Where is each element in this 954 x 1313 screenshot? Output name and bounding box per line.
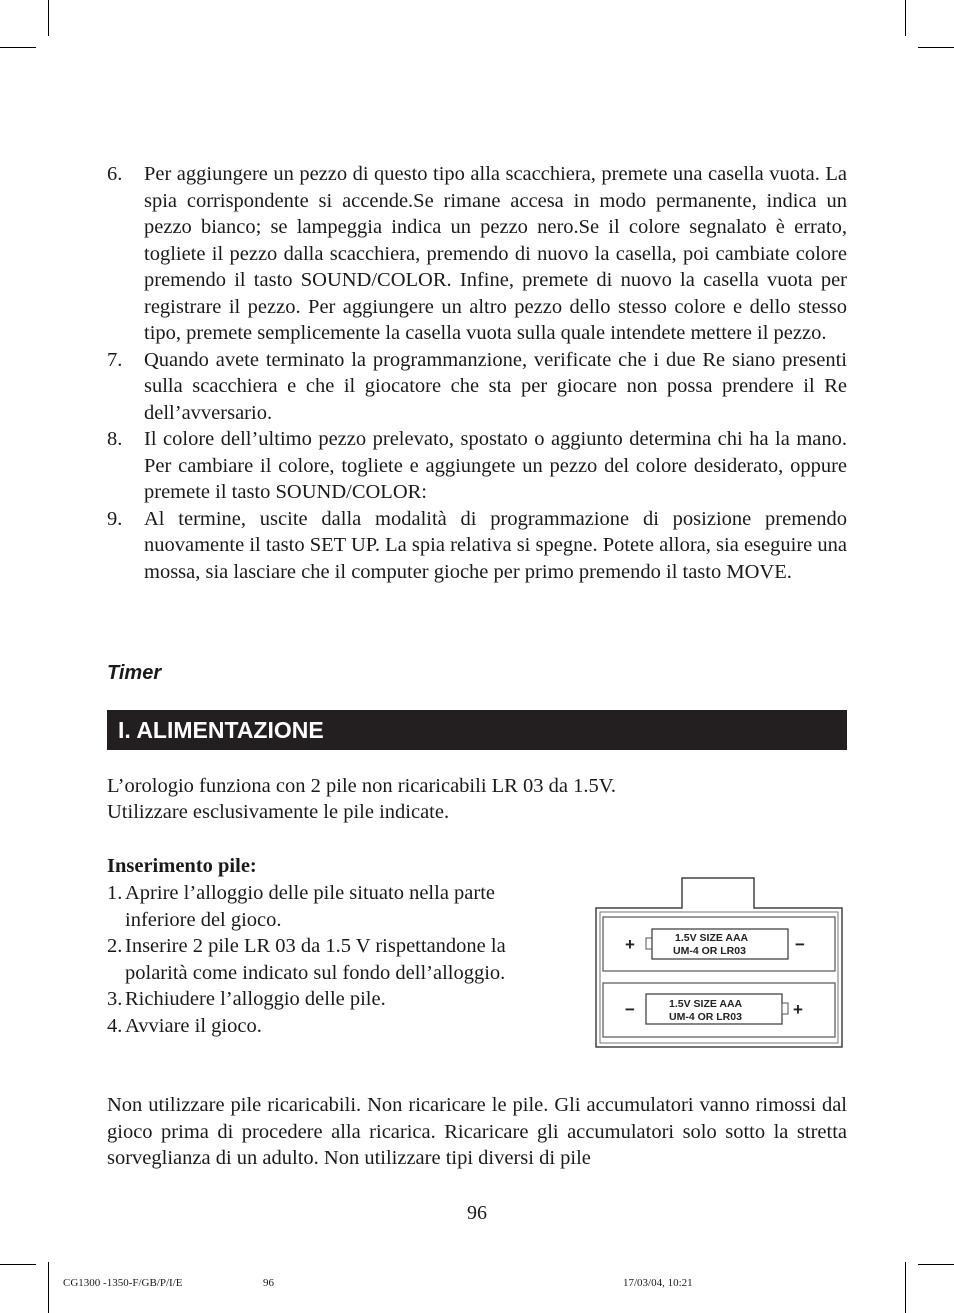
minus-sign: − [795,935,805,954]
numbered-instructions [107,161,847,585]
list-item [107,347,847,427]
item-number: 9. [107,507,123,530]
section-heading: I. ALIMENTAZIONE [118,717,324,743]
item-text: Aprire l’alloggio delle pile situato nella parte inferiore del gioco. [125,882,496,931]
item-number: 7. [107,348,123,371]
item-text: Avviare il gioco. [125,1014,262,1037]
list-item [107,426,847,506]
battery-label: UM-4 OR LR03 [673,945,746,957]
page-number: 96 [467,1202,487,1224]
list-item [107,1013,567,1040]
list-item [107,880,567,933]
minus-sign: − [625,1000,635,1019]
item-number: 6. [107,163,123,185]
intro-line: L’orologio funziona con 2 pile non ricaricabili LR 03 da 1.5V. [107,775,616,797]
battery-label: 1.5V SIZE AAA [669,998,743,1010]
list-item [107,506,847,586]
item-text: Per aggiungere un pezzo di questo tipo alla scacchiera, premete una casella vuota. La spia corrispondente si accende.Se rimane accesa in modo permanente, indica un pezzo bianco; se lampeggia indica un pezzo nero.Se il colore segnalato è errato, togliete il pezzo dalla scacchiera, premendo di nuovo la casella, poi cambiate colore premendo il tasto SOUND/COLOR. Infine, premete di nuovo la casella vuota per registrare il pezzo. Per aggiungere un altro pezzo dello stesso colore e dello stesso tipo, premete semplicemente la casella vuota sulla quale intendete mettere il pezzo. [144,163,847,344]
battery-compartment-diagram [595,877,845,1049]
item-number: 8. [107,428,123,450]
plus-sign: + [625,935,635,954]
item-text: Inserire 2 pile LR 03 da 1.5 V rispettandone la polarità come indicato sul fondo dell’alloggio. [125,935,506,984]
insert-heading: Inserimento pile: [107,855,257,877]
list-item [107,933,567,986]
crop-mark [48,1262,49,1313]
item-number: 4. [107,1014,123,1037]
intro-line: Utilizzare esclusivamente le pile indicate. [107,801,450,823]
crop-mark [905,0,906,36]
crop-mark [48,0,49,36]
item-number: 3. [107,988,123,1010]
list-item [107,986,567,1013]
timer-heading: Timer [107,662,162,684]
warning-paragraph: Non utilizzare pile ricaricabili. Non ricaricare le pile. Gli accumulatori vanno rimossi dal gioco prima di procedere alla ricarica. Ricaricare gli accumulatori solo sotto la stretta sorveglianza di un adulto. Non utilizzare tipi diversi di pile [107,1094,847,1169]
crop-mark [0,47,36,48]
item-text: Quando avete terminato la programmanzione, verificate che i due Re siano presenti sulla scacchiera e che il giocatore che sta per giocare non possa prendere il Re dell’avversario. [144,348,847,424]
list-item [107,161,847,347]
battery-label: 1.5V SIZE AAA [675,932,749,944]
footer-code: CG1300 -1350-F/GB/P/I/E [63,1277,183,1289]
crop-mark [0,1264,36,1265]
item-number: 2. [107,935,123,957]
footer-datetime: 17/03/04, 10:21 [623,1277,693,1289]
plus-sign: + [793,1000,803,1019]
item-text: Al termine, uscite dalla modalità di programmazione di posizione premendo nuovamente il tasto SET UP. La spia relativa si spegne. Potete allora, sia eseguire una mossa, sia lasciare che il computer gioche per primo premendo il tasto MOVE. [144,507,847,583]
crop-mark [905,1262,906,1313]
item-text: Richiudere l’alloggio delle pile. [125,988,386,1010]
battery-label: UM-4 OR LR03 [669,1011,742,1023]
footer-page: 96 [263,1277,274,1289]
battery-steps [107,880,567,1039]
item-text: Il colore dell’ultimo pezzo prelevato, spostato o aggiunto determina chi ha la mano. Per cambiare il colore, togliete e aggiungete un pezzo del colore desiderato, oppure premete il tasto SOUND/COLOR: [144,428,847,503]
section-heading-bar [107,710,847,750]
crop-mark [918,47,954,48]
item-number: 1. [107,882,123,904]
crop-mark [918,1264,954,1265]
